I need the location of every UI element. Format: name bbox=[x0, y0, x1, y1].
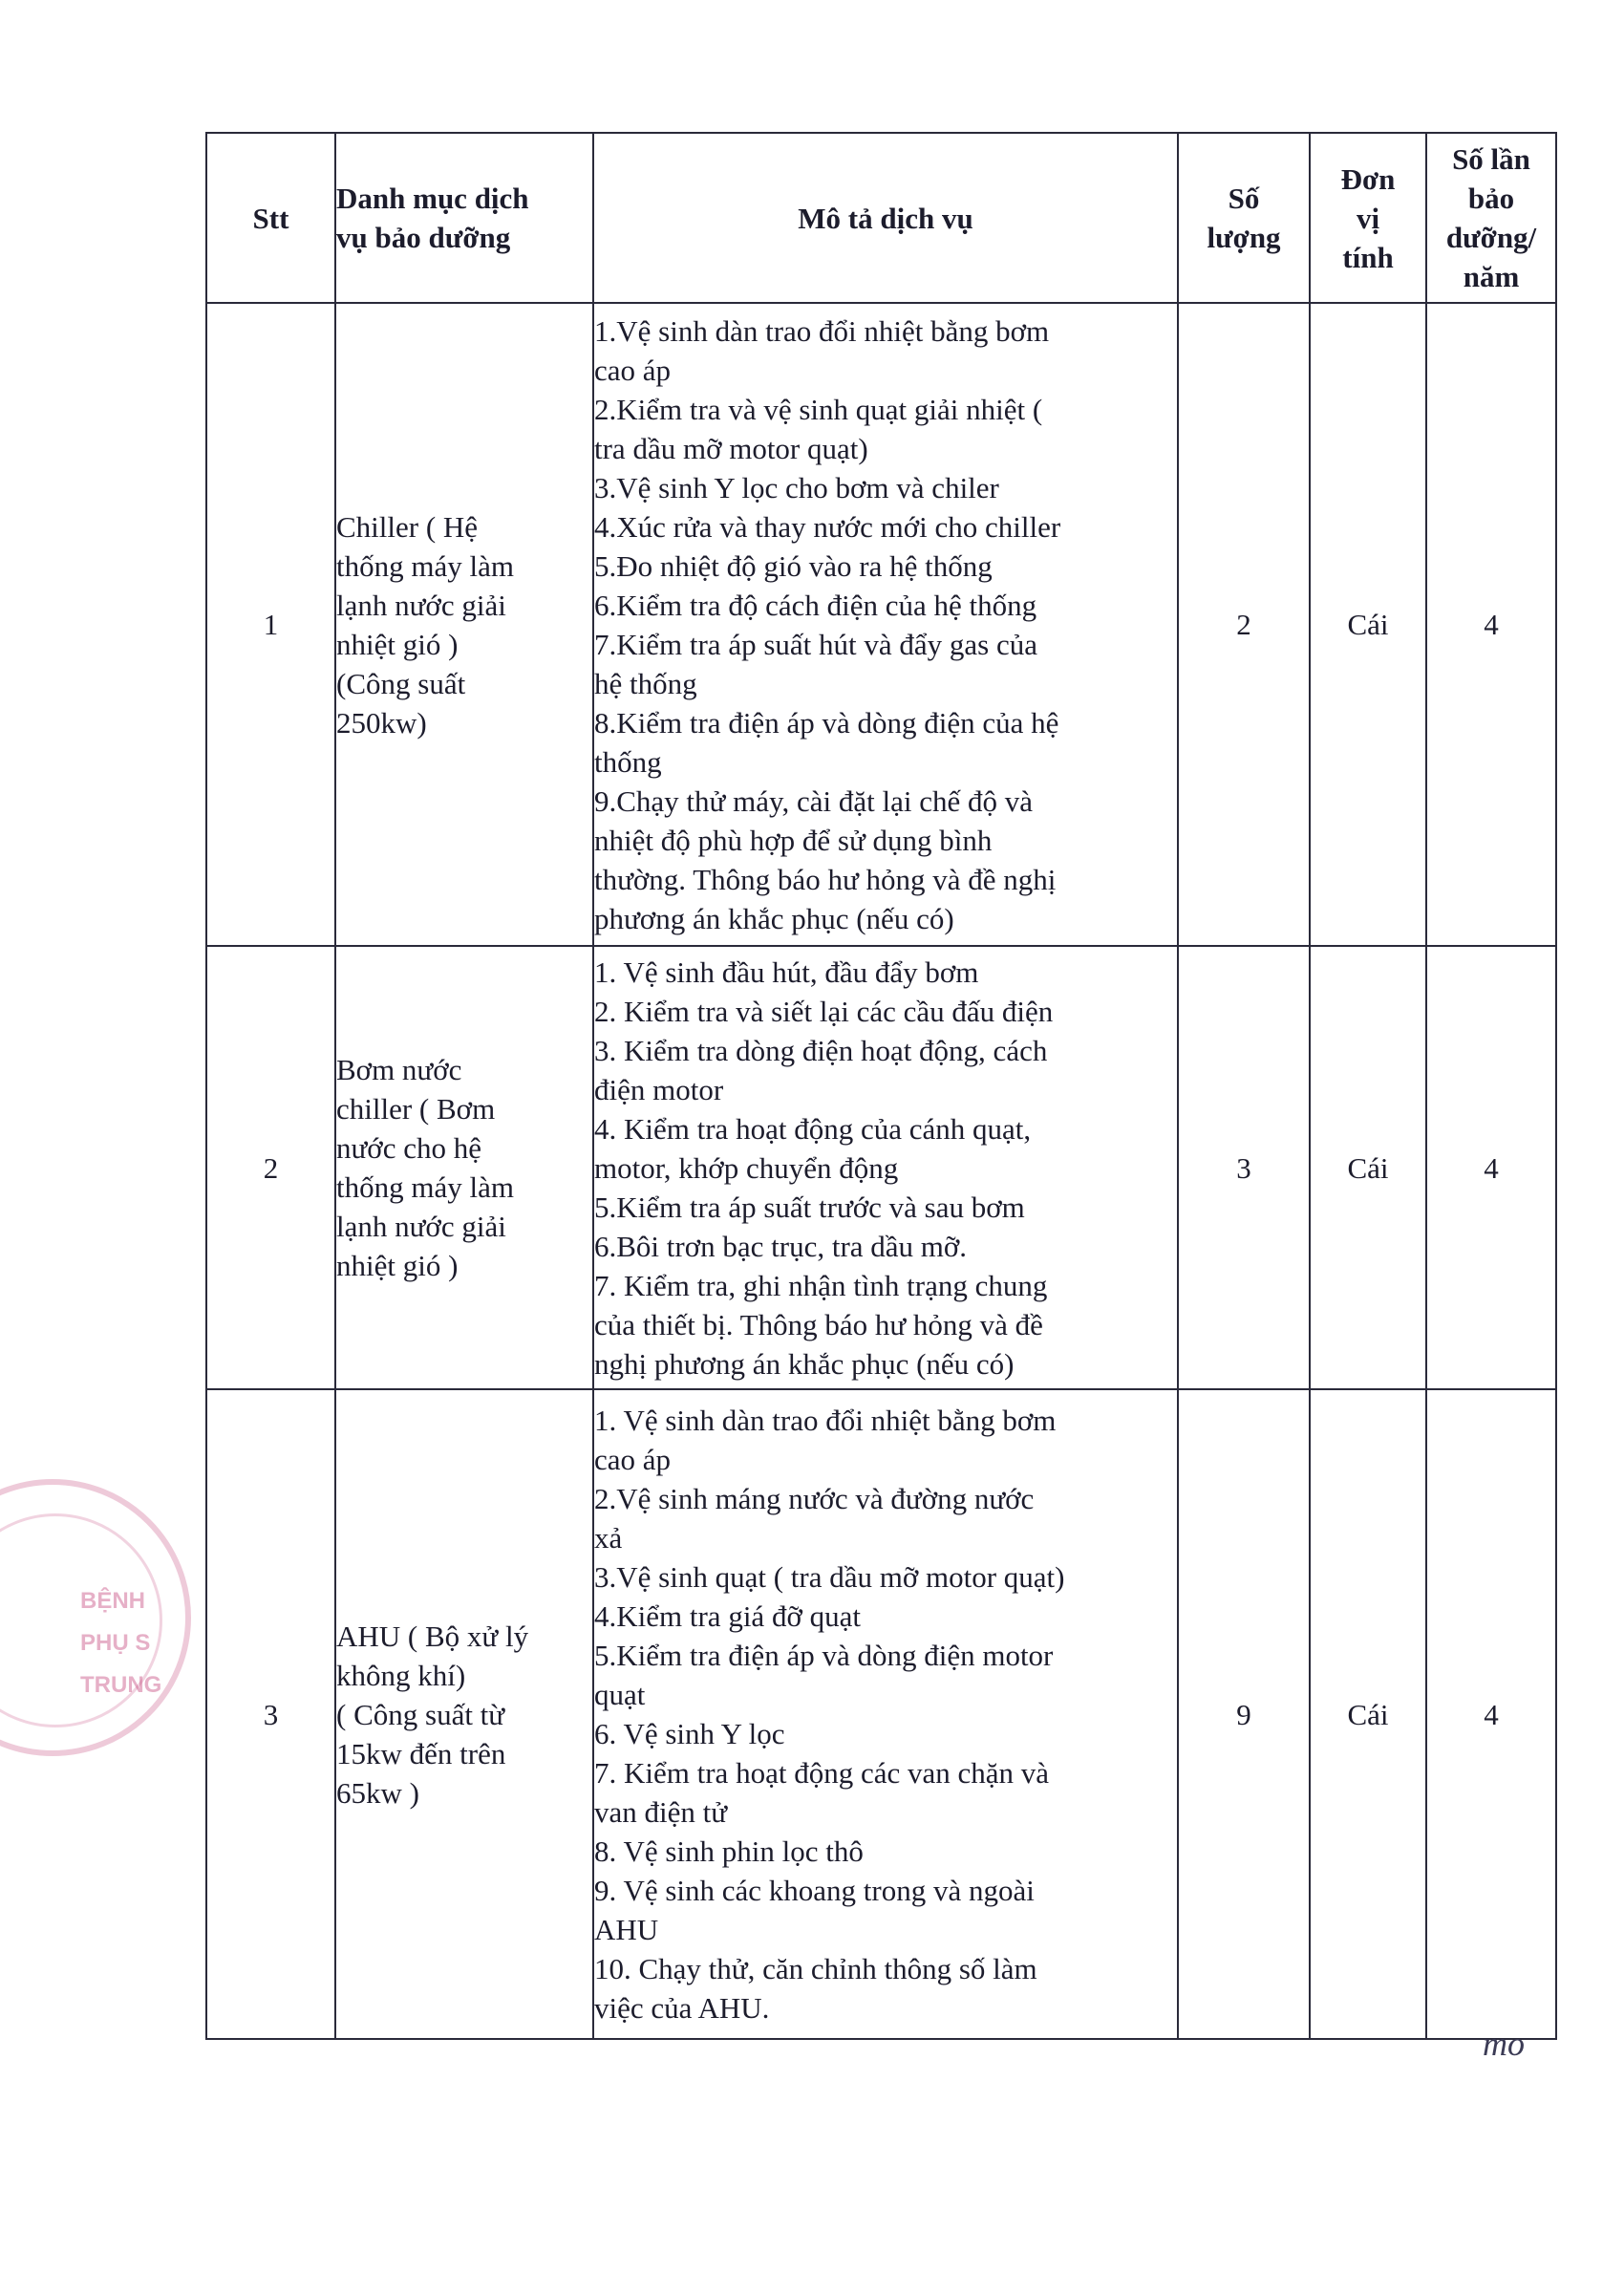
row-description: 1. Vệ sinh đầu hút, đầu đẩy bơm 2. Kiểm tra và siết lại các cầu đấu điện 3. Kiểm tra dòng điện hoạt động, cách điện motor 4. Kiểm tra hoạt động của cánh quạt, motor, khớp chuyển động 5.Kiểm tra áp suất trước và sau bơm 6.Bôi trơn bạc trục, tra dầu mỡ. 7. Kiểm tra, ghi nhận tình trạng chung của thiết bị. Thông báo hư hỏng và đề nghị phương án khắc phục (nếu có) bbox=[593, 946, 1178, 1389]
row-description: 1.Vệ sinh dàn trao đổi nhiệt bằng bơm cao áp 2.Kiểm tra và vệ sinh quạt giải nhiệt ( tra dầu mỡ motor quạt) 3.Vệ sinh Y lọc cho bơm và chiler 4.Xúc rửa và thay nước mới cho chiller 5.Đo nhiệt độ gió vào ra hệ thống 6.Kiểm tra độ cách điện của hệ thống 7.Kiểm tra áp suất hút và đẩy gas của hệ thống 8.Kiểm tra điện áp và dòng điện của hệ thống 9.Chạy thử máy, cài đặt lại chế độ và nhiệt độ phù hợp để sử dụng bình thường. Thông báo hư hỏng và đề nghị phương án khắc phục (nếu có) bbox=[593, 303, 1178, 946]
header-frequency: Số lần bảo dưỡng/ năm bbox=[1426, 133, 1556, 303]
seal-line: BỆNH bbox=[80, 1588, 146, 1614]
row-category: AHU ( Bộ xử lý không khí) ( Công suất từ 15kw đến trên 65kw ) bbox=[335, 1389, 593, 2039]
red-seal-stamp bbox=[0, 1479, 191, 1756]
table-header-row bbox=[206, 133, 1556, 303]
row-frequency: 4 bbox=[1426, 1389, 1556, 2039]
row-quantity: 2 bbox=[1178, 303, 1310, 946]
seal-text bbox=[80, 1580, 185, 1706]
row-frequency: 4 bbox=[1426, 303, 1556, 946]
header-description: Mô tả dịch vụ bbox=[593, 133, 1178, 303]
header-stt: Stt bbox=[206, 133, 335, 303]
row-category: Bơm nước chiller ( Bơm nước cho hệ thống máy làm lạnh nước giải nhiệt gió ) bbox=[335, 946, 593, 1389]
handwritten-initials: mo bbox=[1483, 2025, 1525, 2063]
row-unit: Cái bbox=[1310, 1389, 1426, 2039]
row-unit: Cái bbox=[1310, 303, 1426, 946]
row-category: Chiller ( Hệ thống máy làm lạnh nước giải nhiệt gió ) (Công suất 250kw) bbox=[335, 303, 593, 946]
seal-line: TRUNG bbox=[80, 1672, 162, 1698]
row-quantity: 9 bbox=[1178, 1389, 1310, 2039]
seal-line: PHỤ S bbox=[80, 1630, 151, 1656]
row-stt: 3 bbox=[206, 1389, 335, 2039]
row-frequency: 4 bbox=[1426, 946, 1556, 1389]
table-row bbox=[206, 1389, 1556, 2039]
row-stt: 1 bbox=[206, 303, 335, 946]
table-row bbox=[206, 946, 1556, 1389]
table-row bbox=[206, 303, 1556, 946]
row-quantity: 3 bbox=[1178, 946, 1310, 1389]
header-category: Danh mục dịch vụ bảo dưỡng bbox=[335, 133, 593, 303]
maintenance-service-table bbox=[205, 132, 1557, 2040]
row-stt: 2 bbox=[206, 946, 335, 1389]
row-unit: Cái bbox=[1310, 946, 1426, 1389]
header-quantity: Số lượng bbox=[1178, 133, 1310, 303]
header-unit: Đơn vị tính bbox=[1310, 133, 1426, 303]
row-description: 1. Vệ sinh dàn trao đổi nhiệt bằng bơm cao áp 2.Vệ sinh máng nước và đường nước xả 3.Vệ sinh quạt ( tra dầu mỡ motor quạt) 4.Kiểm tra giá đỡ quạt 5.Kiểm tra điện áp và dòng điện motor quạt 6. Vệ sinh Y lọc 7. Kiểm tra hoạt động các van chặn và van điện tử 8. Vệ sinh phin lọc thô 9. Vệ sinh các khoang trong và ngoài AHU 10. Chạy thử, căn chỉnh thông số làm việc của AHU. bbox=[593, 1389, 1178, 2039]
